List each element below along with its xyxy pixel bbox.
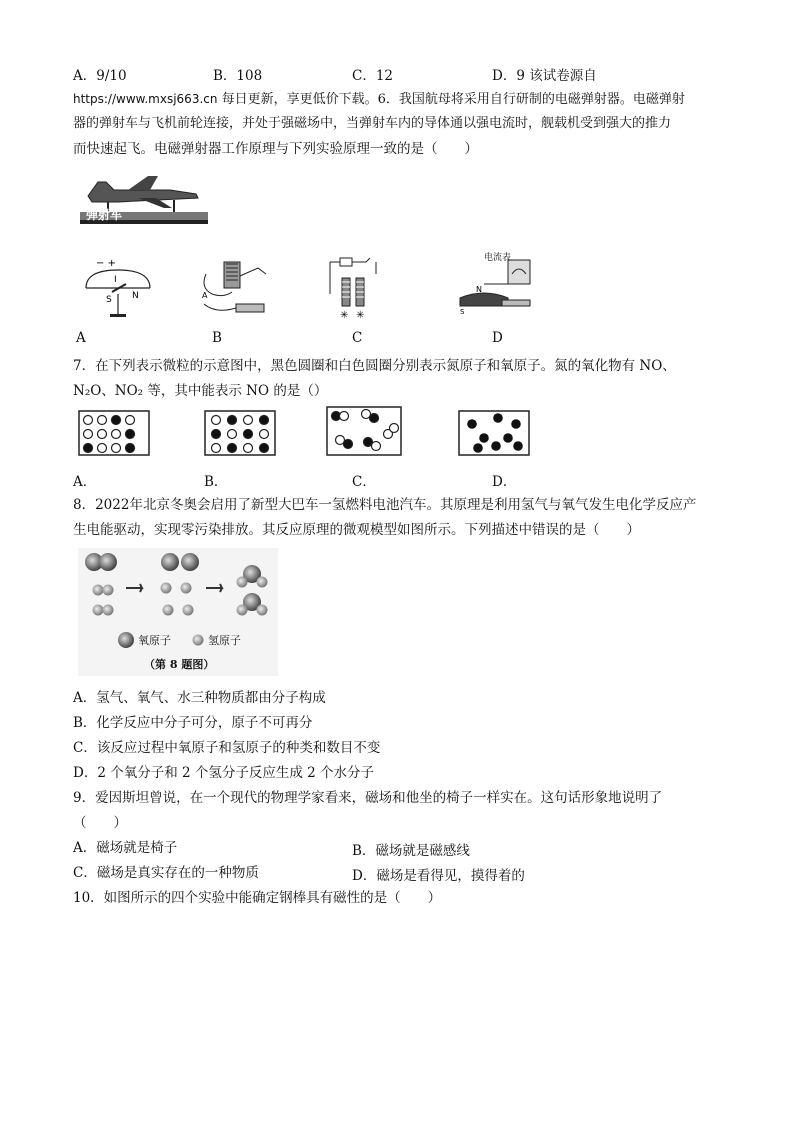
q8-reaction-figure — [78, 548, 278, 676]
q7-figure-d — [458, 410, 530, 460]
q7-label-c: C． — [352, 474, 376, 490]
q6-label-b: B — [212, 330, 222, 346]
q6-figure-a — [78, 254, 158, 320]
q6-catapult-figure — [78, 168, 208, 234]
q8-line-2: 生电能驱动，实现零污染排放。其反应原理的微观模型如图所示。下列描述中错误的是（ ） — [73, 522, 640, 538]
q7-figure-a — [78, 410, 150, 460]
q5-option-b: B．108 — [213, 68, 263, 84]
q5-option-d: D．9 该试卷源自 — [492, 68, 597, 84]
q8-caption: （第 8 题图） — [144, 658, 215, 671]
q7-label-a: A． — [73, 474, 97, 490]
catapult-label: 弹射车 — [86, 208, 123, 222]
q8-option-d: D．2 个氧分子和 2 个氢分子反应生成 2 个水分子 — [73, 765, 375, 781]
q9-option-d: D．磁场是看得见，摸得着的 — [352, 868, 525, 884]
q6-figure-d — [454, 254, 538, 320]
svg-text:N: N — [132, 291, 139, 301]
source-url[interactable]: https://www.mxsj663.cn — [73, 92, 218, 106]
q7-label-b: B． — [204, 474, 228, 490]
q6-figure-c — [326, 254, 386, 320]
ammeter-label: 电流表 — [484, 253, 512, 263]
q5-option-c: C．12 — [352, 68, 394, 84]
q6-figure-b — [196, 254, 280, 320]
q9-line-1: 9．爱因斯坦曾说，在一个现代的物理学家看来，磁场和他坐的椅子一样实在。这句话形象地说明了 — [73, 790, 663, 806]
svg-text:N: N — [476, 285, 482, 294]
q6-line-3: 而快速起飞。电磁弹射器工作原理与下列实验原理一致的是（ ） — [73, 141, 478, 157]
svg-text:I: I — [114, 275, 117, 285]
svg-text:✳: ✳ — [340, 310, 349, 320]
q9-option-b: B．磁场就是磁感线 — [352, 843, 470, 859]
q6-line-1 — [73, 90, 685, 109]
q8-option-c: C．该反应过程中氧原子和氢原子的种类和数目不变 — [73, 740, 381, 756]
q10-line-1: 10．如图所示的四个实验中能确定钢棒具有磁性的是（ ） — [73, 890, 442, 906]
q6-label-a: A — [76, 330, 86, 346]
q9-option-c: C．磁场是真实存在的一种物质 — [73, 865, 259, 881]
q7-line-1: 7．在下列表示微粒的示意图中，黑色圆圈和白色圆圈分别表示氮原子和氧原子。氮的氧化物有 NO、 — [73, 358, 676, 374]
svg-text:− +: − + — [96, 258, 116, 269]
svg-text:✳: ✳ — [356, 310, 365, 320]
q7-figure-c — [326, 406, 402, 460]
q7-line-2: N₂O、NO₂ 等，其中能表示 NO 的是（） — [73, 383, 328, 399]
q5-option-a: A．9/10 — [73, 68, 127, 84]
q7-figure-b — [204, 410, 276, 460]
q6-label-d: D — [492, 330, 503, 346]
legend-hydrogen: 氢原子 — [208, 634, 241, 647]
svg-text:S: S — [106, 295, 112, 305]
svg-text:A: A — [202, 291, 208, 300]
q8-line-1: 8．2022年北京冬奥会启用了新型大巴车一氢燃料电池汽车。其原理是利用氢气与氧气发生电化学反应产 — [73, 497, 697, 513]
svg-text:S: S — [460, 308, 465, 316]
q6-label-c: C — [352, 330, 363, 346]
q6-line-1-text: 每日更新，享更低价下载。6．我国航母将采用自行研制的电磁弹射器。电磁弹射 — [217, 92, 685, 107]
q8-option-b: B．化学反应中分子可分，原子不可再分 — [73, 715, 313, 731]
q7-label-d: D． — [492, 474, 517, 490]
q9-option-a: A．磁场就是椅子 — [73, 840, 178, 856]
legend-oxygen: 氧原子 — [138, 634, 171, 647]
q8-option-a: A．氢气、氧气、水三种物质都由分子构成 — [73, 690, 326, 706]
q9-line-2: （ ） — [73, 815, 127, 831]
q6-line-2: 器的弹射车与飞机前轮连接，并处于强磁场中，当弹射车内的导体通以强电流时，舰载机受到强大的推力 — [73, 116, 672, 131]
